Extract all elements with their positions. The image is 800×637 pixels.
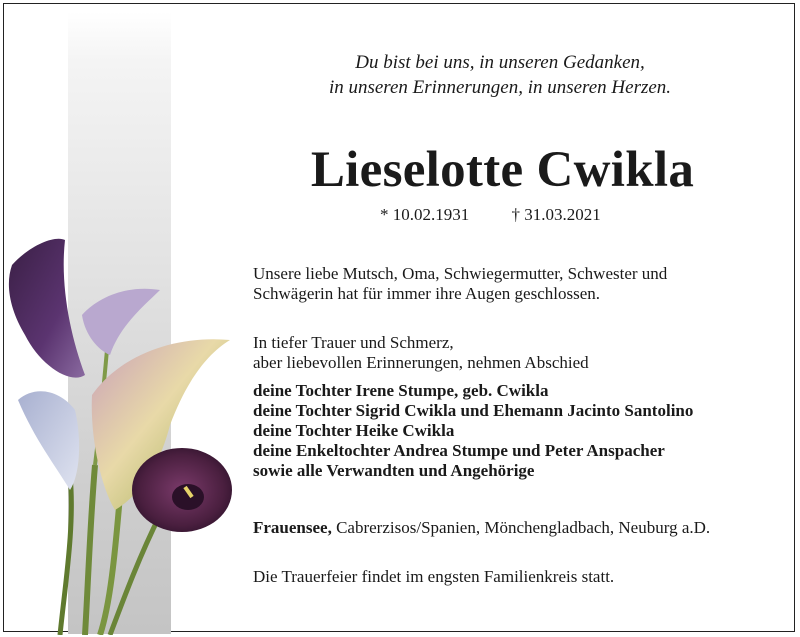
- place-rest: Cabrerzisos/Spanien, Mönchengladbach, Neuburg a.D.: [331, 518, 711, 537]
- mourning-line-2: aber liebevollen Erinnerungen, nehmen Abschied: [253, 353, 589, 372]
- quote-line-2: in unseren Erinnerungen, in unseren Herzen.: [328, 77, 672, 98]
- family-list: [253, 381, 693, 481]
- life-dates: [380, 205, 601, 225]
- place-main: Frauensee,: [253, 518, 332, 537]
- quote-line-1: Du bist bei uns, in unseren Gedanken,: [355, 52, 645, 73]
- funeral-note: Die Trauerfeier findet im engsten Familienkreis statt.: [253, 567, 615, 586]
- intro-line-2: Schwägerin hat für immer ihre Augen geschlossen.: [253, 284, 600, 303]
- intro-paragraph: [253, 264, 667, 304]
- family-item: sowie alle Verwandten und Angehörige: [253, 461, 535, 480]
- birth-date: * 10.02.1931: [380, 205, 470, 224]
- quote: [270, 50, 730, 100]
- deceased-name: Lieselotte Cwikla: [310, 142, 695, 198]
- family-item: deine Enkeltochter Andrea Stumpe und Peter Anspacher: [253, 441, 665, 460]
- calla-lily-image: [0, 225, 260, 635]
- family-item: deine Tochter Sigrid Cwikla und Ehemann Jacinto Santolino: [253, 401, 694, 420]
- places-line: [253, 518, 710, 538]
- death-date: † 31.03.2021: [511, 205, 601, 224]
- family-item: deine Tochter Heike Cwikla: [253, 421, 455, 440]
- family-item: deine Tochter Irene Stumpe, geb. Cwikla: [253, 381, 549, 400]
- intro-line-1: Unsere liebe Mutsch, Oma, Schwiegermutter, Schwester und: [253, 264, 668, 283]
- mourning-paragraph: [253, 333, 589, 373]
- mourning-line-1: In tiefer Trauer und Schmerz,: [253, 333, 454, 352]
